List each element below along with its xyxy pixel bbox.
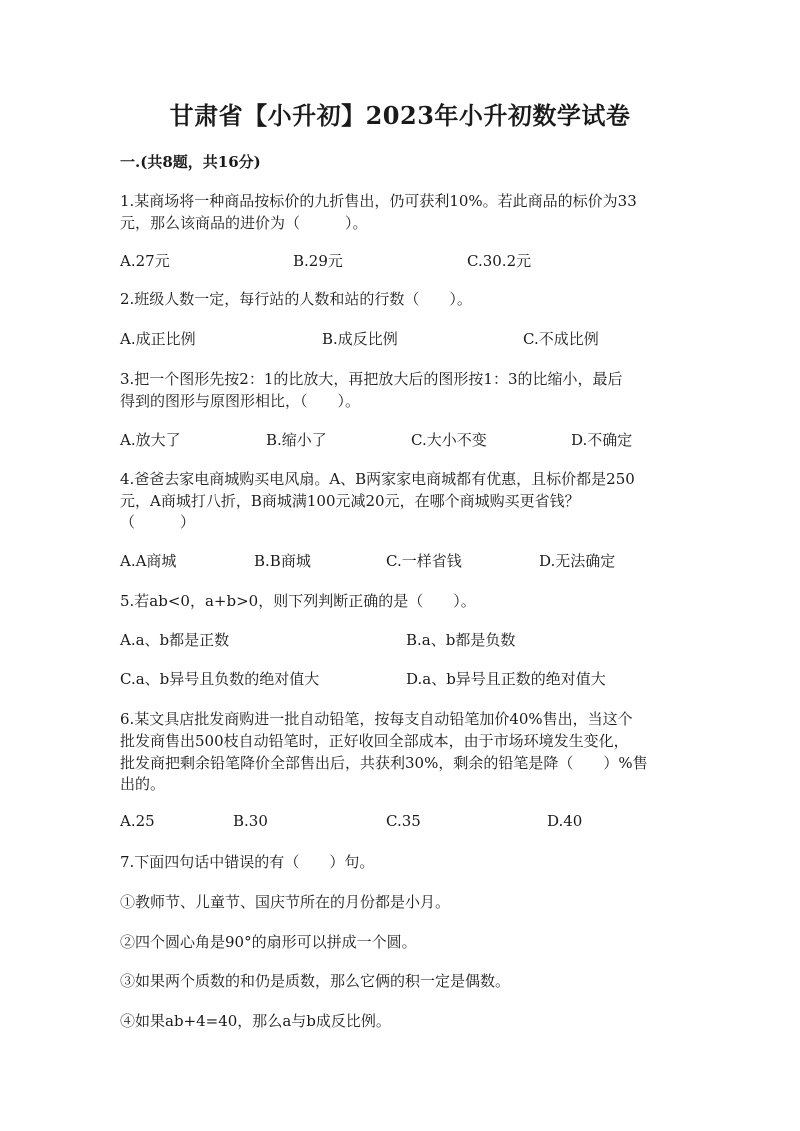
question-3-line-1: 3.把一个图形先按2：1的比放大，再把放大后的图形按1：3的比缩小，最后 [120,370,623,388]
question-2-option-b: B.成反比例 [322,330,398,348]
question-6-option-c: C.35 [386,812,421,830]
question-6-line-3: 批发商把剩余铅笔降价全部售出后，共获利30%，剩余的铅笔是降（ ）%售 [120,754,648,772]
question-3-option-b: B.缩小了 [266,431,327,449]
question-4-line-1: 4.爸爸去家电商城购买电风扇。A、B两家家电商城都有优惠，且标价都是250 [120,470,635,488]
question-5-option-c: C.a、b异号且负数的绝对值大 [120,670,320,688]
question-3-option-c: C.大小不变 [411,431,487,449]
question-4-option-b: B.B商城 [254,552,311,570]
question-4-option-d: D.无法确定 [539,552,616,570]
question-4-line-3: （ ） [120,513,196,531]
question-5-line-1: 5.若ab<0，a+b>0，则下列判断正确的是（ ）。 [120,592,476,610]
question-1-option-c: C.30.2元 [467,252,532,270]
question-1-line-1: 1.某商场将一种商品按标价的九折售出，仍可获利10%。若此商品的标价为33 [120,192,637,210]
page-title: 甘肃省【小升初】2023年小升初数学试卷 [169,101,631,130]
question-7-line-1: 7.下面四句话中错误的有（ ）句。 [120,853,375,871]
question-6-option-d: D.40 [547,812,583,830]
question-7-statement-2: ②四个圆心角是90°的扇形可以拼成一个圆。 [120,933,417,951]
question-5-option-d: D.a、b异号且正数的绝对值大 [406,670,606,688]
question-6-line-1: 6.某文具店批发商购进一批自动铅笔，按每支自动铅笔加价40%售出，当这个 [120,710,633,728]
question-6-option-b: B.30 [233,812,268,830]
question-2-option-a: A.成正比例 [120,330,196,348]
question-6-line-4: 出的。 [120,775,166,793]
question-7-statement-1: ①教师节、儿童节、国庆节所在的月份都是小月。 [120,893,451,911]
question-3-line-2: 得到的图形与原图形相比，（ ）。 [120,392,361,410]
question-2-line-1: 2.班级人数一定，每行站的人数和站的行数（ ）。 [120,290,472,308]
question-3-option-d: D.不确定 [571,431,633,449]
question-6-option-a: A.25 [120,812,155,830]
question-4-option-c: C.一样省钱 [386,552,462,570]
question-4-line-2: 元，A商城打八折，B商城满100元减20元，在哪个商城购买更省钱？ [120,492,580,510]
question-5-option-a: A.a、b都是正数 [120,631,230,649]
section-heading: 一.(共8题，共16分) [120,153,261,171]
question-1-option-b: B.29元 [293,252,343,270]
question-1-option-a: A.27元 [120,252,170,270]
question-6-line-2: 批发商售出500枝自动铅笔时，正好收回全部成本，由于市场环境发生变化， [120,732,629,750]
question-3-option-a: A.放大了 [120,431,181,449]
question-2-option-c: C.不成比例 [523,330,599,348]
question-5-option-b: B.a、b都是负数 [406,631,516,649]
question-7-statement-3: ③如果两个质数的和仍是质数，那么它俩的积一定是偶数。 [120,972,511,990]
question-4-option-a: A.A商城 [120,552,177,570]
question-1-line-2: 元，那么该商品的进价为（ ）。 [120,214,368,232]
question-7-statement-4: ④如果ab+4=40，那么a与b成反比例。 [120,1012,391,1030]
